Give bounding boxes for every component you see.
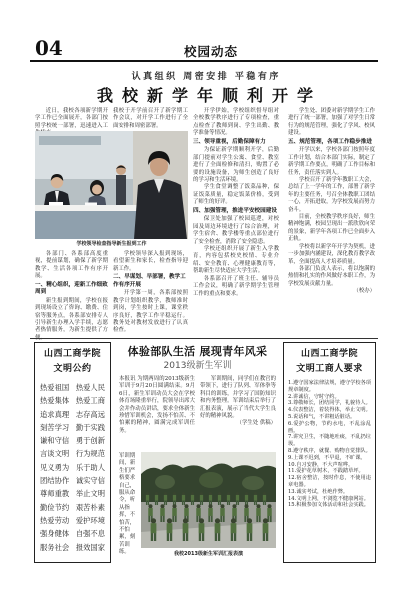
requirement-item: 4.仪表整洁，着装得体，举止文明。 — [288, 407, 371, 414]
pledge-phrase: 乐于助人 — [75, 462, 105, 472]
pledge-box-title-line2: 文明公约 — [53, 364, 92, 374]
requirement-item: 1.遵守国家法律法规，遵守学校各项规章制度。 — [288, 380, 371, 393]
military-narrow-column — [119, 453, 136, 557]
requirement-item: 15.积极参加文体活动和社会实践。 — [288, 502, 369, 509]
pledge-phrase: 尊师重教 — [40, 489, 70, 499]
pledge-list — [35, 381, 110, 554]
civility-pledge-box — [34, 342, 111, 563]
section-title: 校园动态 — [184, 44, 239, 59]
pledge-phrase: 艰苦朴素 — [75, 502, 105, 512]
lead-column-4 — [288, 108, 375, 296]
pledge-phrase: 热爱集体 — [40, 396, 70, 406]
article-paragraph: 新生报到期间，学校在报到现场设立了咨询、缴费、住宿等服务点，各系部安排专人引导新生办理入学手续，志愿者热情服务，为新生提供了方 — [35, 297, 108, 334]
pledge-phrase: 志存高远 — [75, 409, 105, 419]
article-paragraph: 开学伊始，学校组织督导组对全校教学秩序进行了专项检查，重点检查了教师到岗、学生出勤、教学准备等情况。 — [193, 108, 279, 137]
pledge-phrase: 强身健体 — [40, 529, 70, 539]
requirements-box-title-line1: 山西工商学院 — [300, 349, 358, 359]
pledge-row — [35, 408, 110, 421]
pledge-row — [35, 501, 110, 514]
lead-kicker: 认真组织 周密安排 平稳有序 — [131, 72, 281, 82]
article-paragraph: 各部门负责人表示，将以饱满的热情和扎实的作风做好本职工作，为学校发展贡献力量。 — [288, 265, 375, 287]
pledge-row — [35, 487, 110, 500]
pledge-phrase: 自强不息 — [75, 529, 105, 539]
requirement-item: 7.讲究卫生，不随地吐痰，不乱扔垃圾。 — [288, 434, 371, 448]
section-divider — [30, 338, 378, 339]
lead-column-2-bottom — [113, 251, 188, 335]
requirement-item: 8.遵守秩序，就餐、购物自觉排队。 — [288, 447, 371, 454]
pledge-phrase: 团结协作 — [40, 476, 70, 486]
civility-requirements-box — [283, 342, 376, 563]
military-article-title: 体验部队生活 展现青年风采 — [127, 345, 268, 358]
pledge-phrase: 爱护环境 — [75, 515, 105, 525]
lead-headline: 我校新学年顺利开学 — [96, 86, 322, 105]
military-article-subtitle: 2013级新生军训 — [163, 361, 232, 371]
pledge-row — [35, 381, 110, 394]
meeting-photo-image — [35, 131, 188, 239]
lead-column-2-top — [113, 108, 188, 130]
requirement-item: 5.说话和气，不讲粗话脏话。 — [288, 413, 356, 420]
article-paragraph: 保卫处加强了校园巡逻，对校园及周边环境进行了综合治理，对学生宿舍、教学楼等重点部位进行了安全检查，消除了安全隐患。 — [193, 216, 279, 245]
pledge-phrase: 热爱工商 — [75, 396, 105, 406]
article-subheading: 三、领导重视，后勤保障有力 — [193, 138, 266, 145]
lead-column-1-bottom — [35, 251, 108, 342]
article-paragraph: 各部门、各系部高度重视，提前谋划，确保了新学期教学、生活各项工作有序开展。 — [35, 251, 108, 280]
article-paragraph: 学生食堂调整了饭菜品种，保证饭菜质量，稳定饭菜价格，受到了师生的好评。 — [193, 184, 279, 206]
pledge-phrase: 勇于创新 — [75, 436, 105, 446]
pledge-phrase: 热爱劳动 — [40, 515, 70, 525]
article-subheading: 一、精心组织，迎新工作细致周到 — [35, 281, 108, 296]
page-number: 04 — [35, 36, 63, 60]
article-paragraph: 学校将以新学年开学为契机，进一步加强内涵建设，深化教育教学改革，全面提高人才培养质量。 — [288, 243, 375, 265]
requirement-item: 6.爱护公物，节约水电，不乱涂乱画。 — [288, 420, 371, 434]
article-paragraph: 军训期间，新生们严格要求自己，服从命令，听从指挥，不怕苦，不怕累，刻苦训练。 — [119, 453, 136, 556]
requirement-item: 10.自习安静，不大声喧哗。 — [288, 461, 354, 468]
article-paragraph: 学校召开了新学年教职工大会，总结了上一学年的工作，部署了新学年的主要任务，号召全体教职工团结一心，开拓进取，为学校发展而努力奋斗。 — [288, 177, 375, 213]
requirement-item: 11.爱护花草树木，不践踏草坪。 — [288, 468, 364, 475]
pledge-box-title-line1: 山西工商学院 — [43, 349, 101, 359]
pledge-row — [35, 447, 110, 460]
article-byline: （校办） — [353, 288, 375, 295]
pledge-phrase: 言谈文明 — [40, 449, 70, 459]
requirement-item: 13.诚实考试，杜绝作弊。 — [288, 488, 349, 495]
header-rule — [30, 60, 378, 62]
pledge-row — [35, 434, 110, 447]
lead-photo — [35, 131, 188, 239]
lead-column-3 — [193, 108, 279, 298]
requirements-box-title-line2: 文明工商人要求 — [296, 364, 363, 374]
pledge-row — [35, 421, 110, 434]
pledge-phrase: 勤于实践 — [75, 422, 105, 432]
requirement-item: 14.文明上网，不浏览不健康网站。 — [288, 495, 369, 502]
pledge-phrase: 刻苦学习 — [40, 422, 70, 432]
pledge-phrase: 报效国家 — [75, 542, 105, 552]
military-column-b — [200, 376, 276, 428]
pledge-phrase: 热爱祖国 — [40, 383, 70, 392]
pledge-row — [35, 514, 110, 527]
military-photo-caption: 我校2013级新生军训汇报表演 — [174, 551, 243, 557]
article-paragraph: 学生处、团委对新学期学生工作进行了统一部署，加强了对学生日常行为的规范管理，强化了学风、校风建设。 — [288, 108, 375, 137]
article-byline: （学生处 供稿） — [236, 420, 276, 427]
pledge-phrase: 谦和守信 — [40, 436, 70, 446]
article-paragraph: 学校领导深入报到现场，看望新生和家长，检查指导迎新工作。 — [113, 251, 188, 272]
article-subheading: 二、早谋划、早部署，教学工作有序开展 — [113, 274, 186, 288]
pledge-phrase: 服务社会 — [40, 542, 70, 552]
pledge-phrase: 行为规范 — [75, 449, 105, 459]
pledge-row — [35, 527, 110, 540]
article-paragraph: 为保证新学期顺利开学，后勤部门提前对学生公寓、食堂、教室进行了全面检修和清扫，购置了必要的设施设备，为师生创造了良好的学习和生活环境。 — [193, 147, 279, 184]
requirement-item: 2.讲诚信，守时守约。 — [288, 393, 340, 400]
pledge-row — [35, 394, 110, 407]
article-paragraph: 开学第一周，各系部按照教学计划组织教学，教师准时到岗，学生按时上课，课堂秩序良好，教学工作平稳运行。教务处对教材发放进行了认真检查。 — [113, 290, 188, 334]
military-training-photo — [141, 452, 276, 548]
requirement-item: 12.宿舍整洁，按时作息，不使用违章电器。 — [288, 475, 371, 488]
article-subheading: 五、规范管理，各项工作稳步推进 — [288, 138, 372, 145]
pledge-phrase: 见义勇为 — [40, 462, 70, 472]
military-column-a — [119, 376, 195, 435]
article-paragraph: 开学以来，学校各部门按照年度工作计划，结合本部门实际，制定了新学期工作要点，明确了工作目标和任务，责任落实到人。 — [288, 147, 375, 176]
requirement-item: 3.尊敬师长，团结同学，礼貌待人。 — [288, 400, 371, 407]
training-photo-image — [141, 452, 276, 548]
lead-photo-caption: 学校领导检查指导新生报到工作 — [76, 241, 147, 247]
pledge-row — [35, 474, 110, 487]
pledge-phrase: 勤俭节约 — [40, 502, 70, 512]
pledge-row — [35, 541, 110, 554]
pledge-phrase: 热爱人民 — [75, 383, 105, 392]
pledge-phrase: 追求真理 — [40, 409, 70, 419]
article-paragraph: 我校于开学前召开了新学期工作会议，对开学工作进行了全面安排和周密部署。 — [113, 108, 188, 129]
pledge-phrase: 举止文明 — [75, 489, 105, 499]
pledge-phrase: 诚实守信 — [75, 476, 105, 486]
article-paragraph: 目前，全校教学秩序良好，师生精神饱满，校园呈现出一派欣欣向荣的景象，新学年各项工作已全面步入正轨。 — [288, 214, 375, 243]
article-paragraph: 近日，我校各项新学期开学工作已全面展开，各部门按照学校统一部署，迅速进入工 — [35, 108, 108, 129]
requirements-list — [284, 380, 375, 509]
article-subheading: 四、加强管理，推进平安校园建设 — [193, 207, 277, 214]
article-paragraph: 本报讯 为期两周的2013级新生军训于9月20日圆满结束。9月6日，新生军训动员大会在学校体育场隆重举行，院领导出席大会并作动员讲话，要求全体新生珍惜军训机会，发扬不怕苦、不怕累的精神，圆满完成军训任务。 — [119, 376, 195, 434]
requirement-item: 9.上课不迟到，不早退，不旷课。 — [288, 454, 366, 461]
pledge-row — [35, 461, 110, 474]
article-paragraph: 学校还组织开展了新生入学教育，内容包括校史校情、专业介绍、安全教育、心理健康教育等，帮助新生尽快适应大学生活。 — [193, 246, 279, 275]
article-paragraph: 军训期间，同学们在教官的带领下，进行了队列、军体拳等科目的训练，并学习了国防知识和内务整理。军训结束后举行了汇报表演，展示了当代大学生良好的精神风貌。 — [200, 376, 276, 420]
article-paragraph: 各系部召开了班主任、辅导员工作会议，明确了新学期学生管理工作的重点和要求。 — [193, 275, 279, 297]
